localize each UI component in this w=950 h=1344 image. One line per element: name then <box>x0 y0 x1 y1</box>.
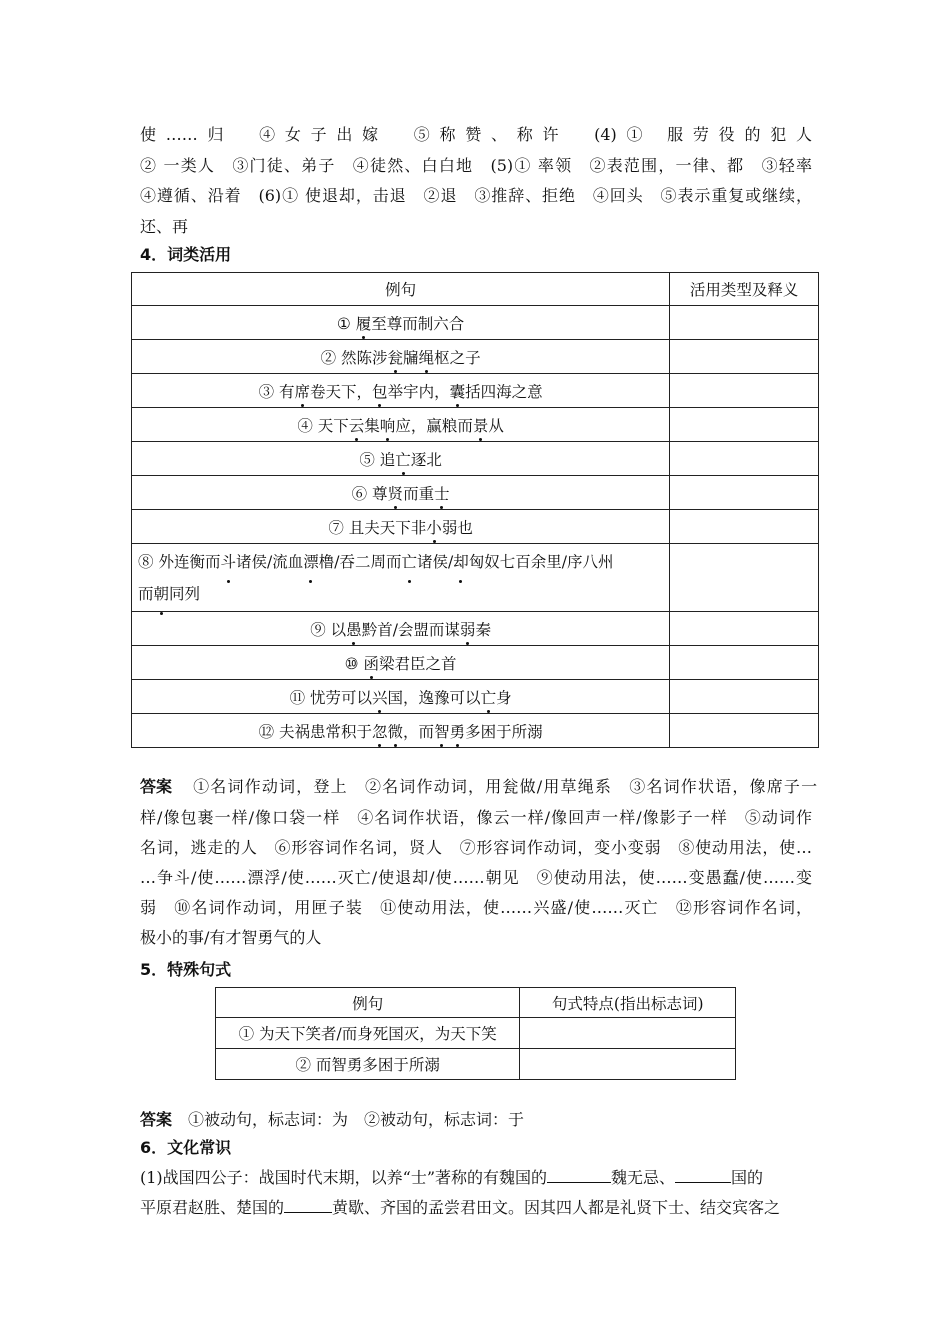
answer-blank-cell[interactable] <box>670 544 819 612</box>
example-sentence-cell <box>132 340 670 374</box>
culture-line <box>140 1163 812 1193</box>
answer-blank-cell[interactable] <box>670 408 819 442</box>
answer-blank-cell[interactable] <box>670 374 819 408</box>
emphasized-word: 亡 <box>401 546 417 578</box>
sentence-text: 梁君臣之首 <box>379 654 457 673</box>
sentence-text: 同列 <box>169 584 201 603</box>
culture-line <box>140 1193 812 1223</box>
column-header-feature: 句式特点(指出标志词) <box>520 988 736 1018</box>
sentence-text: 而 <box>138 584 154 603</box>
table-header-row <box>216 988 736 1018</box>
row-number: ② <box>320 348 342 367</box>
example-sentence-cell <box>132 612 670 646</box>
column-header-example: 例句 <box>216 988 520 1018</box>
sentence-text: 而重 <box>403 484 435 503</box>
answer-blank-cell[interactable] <box>670 340 819 374</box>
answer-blank-cell[interactable] <box>670 510 819 544</box>
intro-line: 还、再 <box>140 217 189 236</box>
row-number: ① <box>336 314 356 333</box>
emphasized-word: 漂 <box>303 546 319 578</box>
sentence-text: 然陈涉 <box>341 348 388 367</box>
answer-text: ①名词作动词，登上 ②名词作动词，用瓮做/用草绳系 ③名词作状语，像席子一 <box>193 777 818 796</box>
sentence-text: 逐北 <box>410 450 442 469</box>
emphasized-word: 愚 <box>346 618 362 640</box>
sentence-text: 集 <box>364 416 380 435</box>
sentence-pattern-table <box>215 987 736 1080</box>
fill-blank[interactable] <box>284 1194 332 1213</box>
table-row <box>132 680 819 714</box>
sentence-text: 夫祸患常积于 <box>279 722 373 741</box>
row-number: ⑨ <box>310 620 331 639</box>
sentence-text: 牖 <box>403 348 419 367</box>
row-number: ⑥ <box>351 484 373 503</box>
answer-text: ①被动句，标志词：为 ②被动句，标志词：于 <box>188 1110 525 1129</box>
sentence-text: 忧劳可以 <box>310 688 373 707</box>
answer-blank-cell[interactable] <box>670 442 819 476</box>
column-header-example: 例句 <box>132 273 670 306</box>
answer-line: 弱 ⑩名词作动词，用匣子装 ⑪使动用法，使……兴盛/使……灭亡 ⑫形容词作名词， <box>140 898 812 917</box>
answer-blank-cell[interactable] <box>670 476 819 510</box>
example-sentence-cell <box>132 306 670 340</box>
answer-blank-cell[interactable] <box>670 646 819 680</box>
emphasized-word: 景 <box>473 414 489 436</box>
sentence-text: 卷天下， <box>310 382 373 401</box>
answer-blank-cell[interactable] <box>670 714 819 748</box>
usage-table <box>131 272 819 748</box>
answer-line: 样/像包裹一样/像口袋一样 ④名词作状语，像云一样/像回声一样/像影子一样 ⑤动词作 <box>140 808 812 827</box>
emphasized-word: 包 <box>372 380 388 402</box>
column-header-type: 活用类型及释义 <box>670 273 819 306</box>
table-row <box>132 612 819 646</box>
row-number: ⑤ <box>359 450 380 469</box>
intro-line: ② 一类人 ③门徒、弟子 ④徒然、白白地 (5)① 率领 ②表范围，一律、都 ③轻率 <box>140 156 812 175</box>
intro-line: ④遵循、沿着 (6)① 使退却，击退 ②退 ③推辞、拒绝 ④回头 ⑤表示重复或继续， <box>140 186 812 205</box>
culture-text: 国的 <box>731 1168 764 1187</box>
row-number: ⑧ <box>138 552 159 571</box>
emphasized-word: 贤 <box>388 482 404 504</box>
example-sentence-cell <box>132 646 670 680</box>
sentence-text: 黔首/会盟而谋 <box>361 620 460 639</box>
emphasized-word: 士 <box>434 482 450 504</box>
sentence-text: 弱也 <box>441 518 473 537</box>
example-sentence-cell <box>132 714 670 748</box>
emphasized-word: 却 <box>453 546 469 578</box>
answer-blank-cell[interactable] <box>670 680 819 714</box>
section-5-heading: 5．特殊句式 <box>140 960 232 979</box>
answer-blank-cell[interactable] <box>520 1018 736 1049</box>
answer-blank-cell[interactable] <box>670 306 819 340</box>
row-number: ③ <box>258 382 279 401</box>
sentence-text: 有 <box>279 382 295 401</box>
emphasized-word: 智 <box>434 720 450 742</box>
answer-line: 名词，逃走的人 ⑥形容词作名词，贤人 ⑦形容词作动词，变小变弱 ⑧使动用法，使… <box>140 838 812 857</box>
table-row <box>132 646 819 680</box>
answer-line: 极小的事/有才智勇气的人 <box>140 928 322 947</box>
row-number: ⑪ <box>289 688 311 707</box>
example-sentence-cell <box>132 544 670 612</box>
emphasized-word: 响 <box>380 414 396 436</box>
table-row <box>216 1049 736 1080</box>
row-number: ⑩ <box>344 654 364 673</box>
emphasized-word: 斗 <box>220 546 236 578</box>
sentence-text: 橹/吞二周而 <box>318 552 402 571</box>
emphasized-word: 绳 <box>419 346 435 368</box>
sentence-text: 匈奴七百余里/序八州 <box>468 552 614 571</box>
example-sentence-cell <box>132 374 670 408</box>
table-row <box>132 510 819 544</box>
example-sentence-cell <box>132 442 670 476</box>
intro-line: 使……归 ④女子出嫁 ⑤称赞、称许 (4)① 服劳役的犯人 <box>140 125 812 144</box>
row-number: ⑫ <box>258 722 279 741</box>
example-sentence-cell: ① 为天下笑者/而身死国灭，为天下笑 <box>216 1018 520 1049</box>
sentence-text: 多困于所溺 <box>465 722 543 741</box>
culture-text: 魏无忌、 <box>611 1168 676 1187</box>
emphasized-word: 忽 <box>372 720 388 742</box>
sentence-text: 枢之子 <box>434 348 481 367</box>
fill-blank[interactable] <box>547 1164 611 1183</box>
table-row <box>132 408 819 442</box>
table-row <box>132 306 819 340</box>
sentence-text: 且夫天下非 <box>348 518 427 537</box>
section-5-answer <box>140 1105 524 1135</box>
emphasized-word: 兴 <box>372 686 388 708</box>
section-4-heading: 4．词类活用 <box>140 245 232 264</box>
sentence-text: 举宇内， <box>387 382 450 401</box>
emphasized-word: 亡 <box>481 686 497 708</box>
emphasized-word: 弱 <box>460 618 476 640</box>
emphasized-word: 席 <box>295 380 311 402</box>
sentence-text: 尊 <box>372 484 388 503</box>
emphasized-word: 瓮 <box>388 346 404 368</box>
table-row <box>132 476 819 510</box>
sentence-text: 应，赢粮而 <box>395 416 473 435</box>
section-4-answer <box>140 772 818 802</box>
sentence-text: 外连衡而 <box>158 552 221 571</box>
table-row <box>132 374 819 408</box>
table-row <box>132 442 819 476</box>
row-number: ④ <box>297 416 318 435</box>
emphasized-word: 微 <box>388 720 404 742</box>
table-row <box>132 340 819 374</box>
emphasized-word: 云 <box>349 414 365 436</box>
culture-text: 黄歇、齐国的孟尝君田文。因其四人都是礼贤下士、结交宾客之 <box>332 1198 781 1217</box>
emphasized-word: 朝 <box>154 578 170 610</box>
sentence-text: 诸侯/ <box>416 552 454 571</box>
sentence-text: ，而 <box>403 722 435 741</box>
example-sentence-cell <box>132 408 670 442</box>
sentence-text: 追 <box>379 450 396 469</box>
example-sentence-cell <box>132 510 670 544</box>
sentence-text: 至尊而制六合 <box>371 314 465 333</box>
sentence-text: 身 <box>496 688 512 707</box>
emphasized-word: 履 <box>356 312 372 334</box>
sentence-text: 诸侯/流血 <box>235 552 304 571</box>
answer-label: 答案 <box>140 777 173 796</box>
example-sentence-cell <box>132 476 670 510</box>
culture-text: (1)战国四公子：战国时代末期，以养“士”著称的有魏国的 <box>140 1168 548 1187</box>
table-row <box>132 714 819 748</box>
sentence-text: 括四海之意 <box>465 382 543 401</box>
emphasized-word: 小 <box>426 516 442 538</box>
answer-blank-cell[interactable] <box>520 1049 736 1080</box>
table-row <box>132 544 819 612</box>
fill-blank[interactable] <box>675 1164 731 1183</box>
answer-blank-cell[interactable] <box>670 612 819 646</box>
sentence-text: 国，逸豫可以 <box>387 688 481 707</box>
row-number: ⑦ <box>328 518 349 537</box>
example-sentence-cell <box>132 680 670 714</box>
example-sentence-cell: ② 而智勇多困于所溺 <box>216 1049 520 1080</box>
sentence-text: 从 <box>488 416 504 435</box>
culture-text: 平原君赵胜、楚国的 <box>140 1198 285 1217</box>
emphasized-word: 勇 <box>450 720 466 742</box>
emphasized-word: 囊 <box>450 380 466 402</box>
answer-line: …争斗/使……漂浮/使……灭亡/使退却/使……朝见 ⑨使动用法，使……变愚蠢/使……变 <box>140 868 812 887</box>
emphasized-word: 亡 <box>395 448 411 470</box>
sentence-text: 以 <box>330 620 347 639</box>
section-6-heading: 6．文化常识 <box>140 1138 232 1157</box>
table-row <box>216 1018 736 1049</box>
emphasized-word: 函 <box>363 652 379 674</box>
table-header-row <box>132 273 819 306</box>
sentence-text: 天下 <box>317 416 349 435</box>
answer-label: 答案 <box>140 1110 173 1129</box>
sentence-text: 秦 <box>475 620 491 639</box>
